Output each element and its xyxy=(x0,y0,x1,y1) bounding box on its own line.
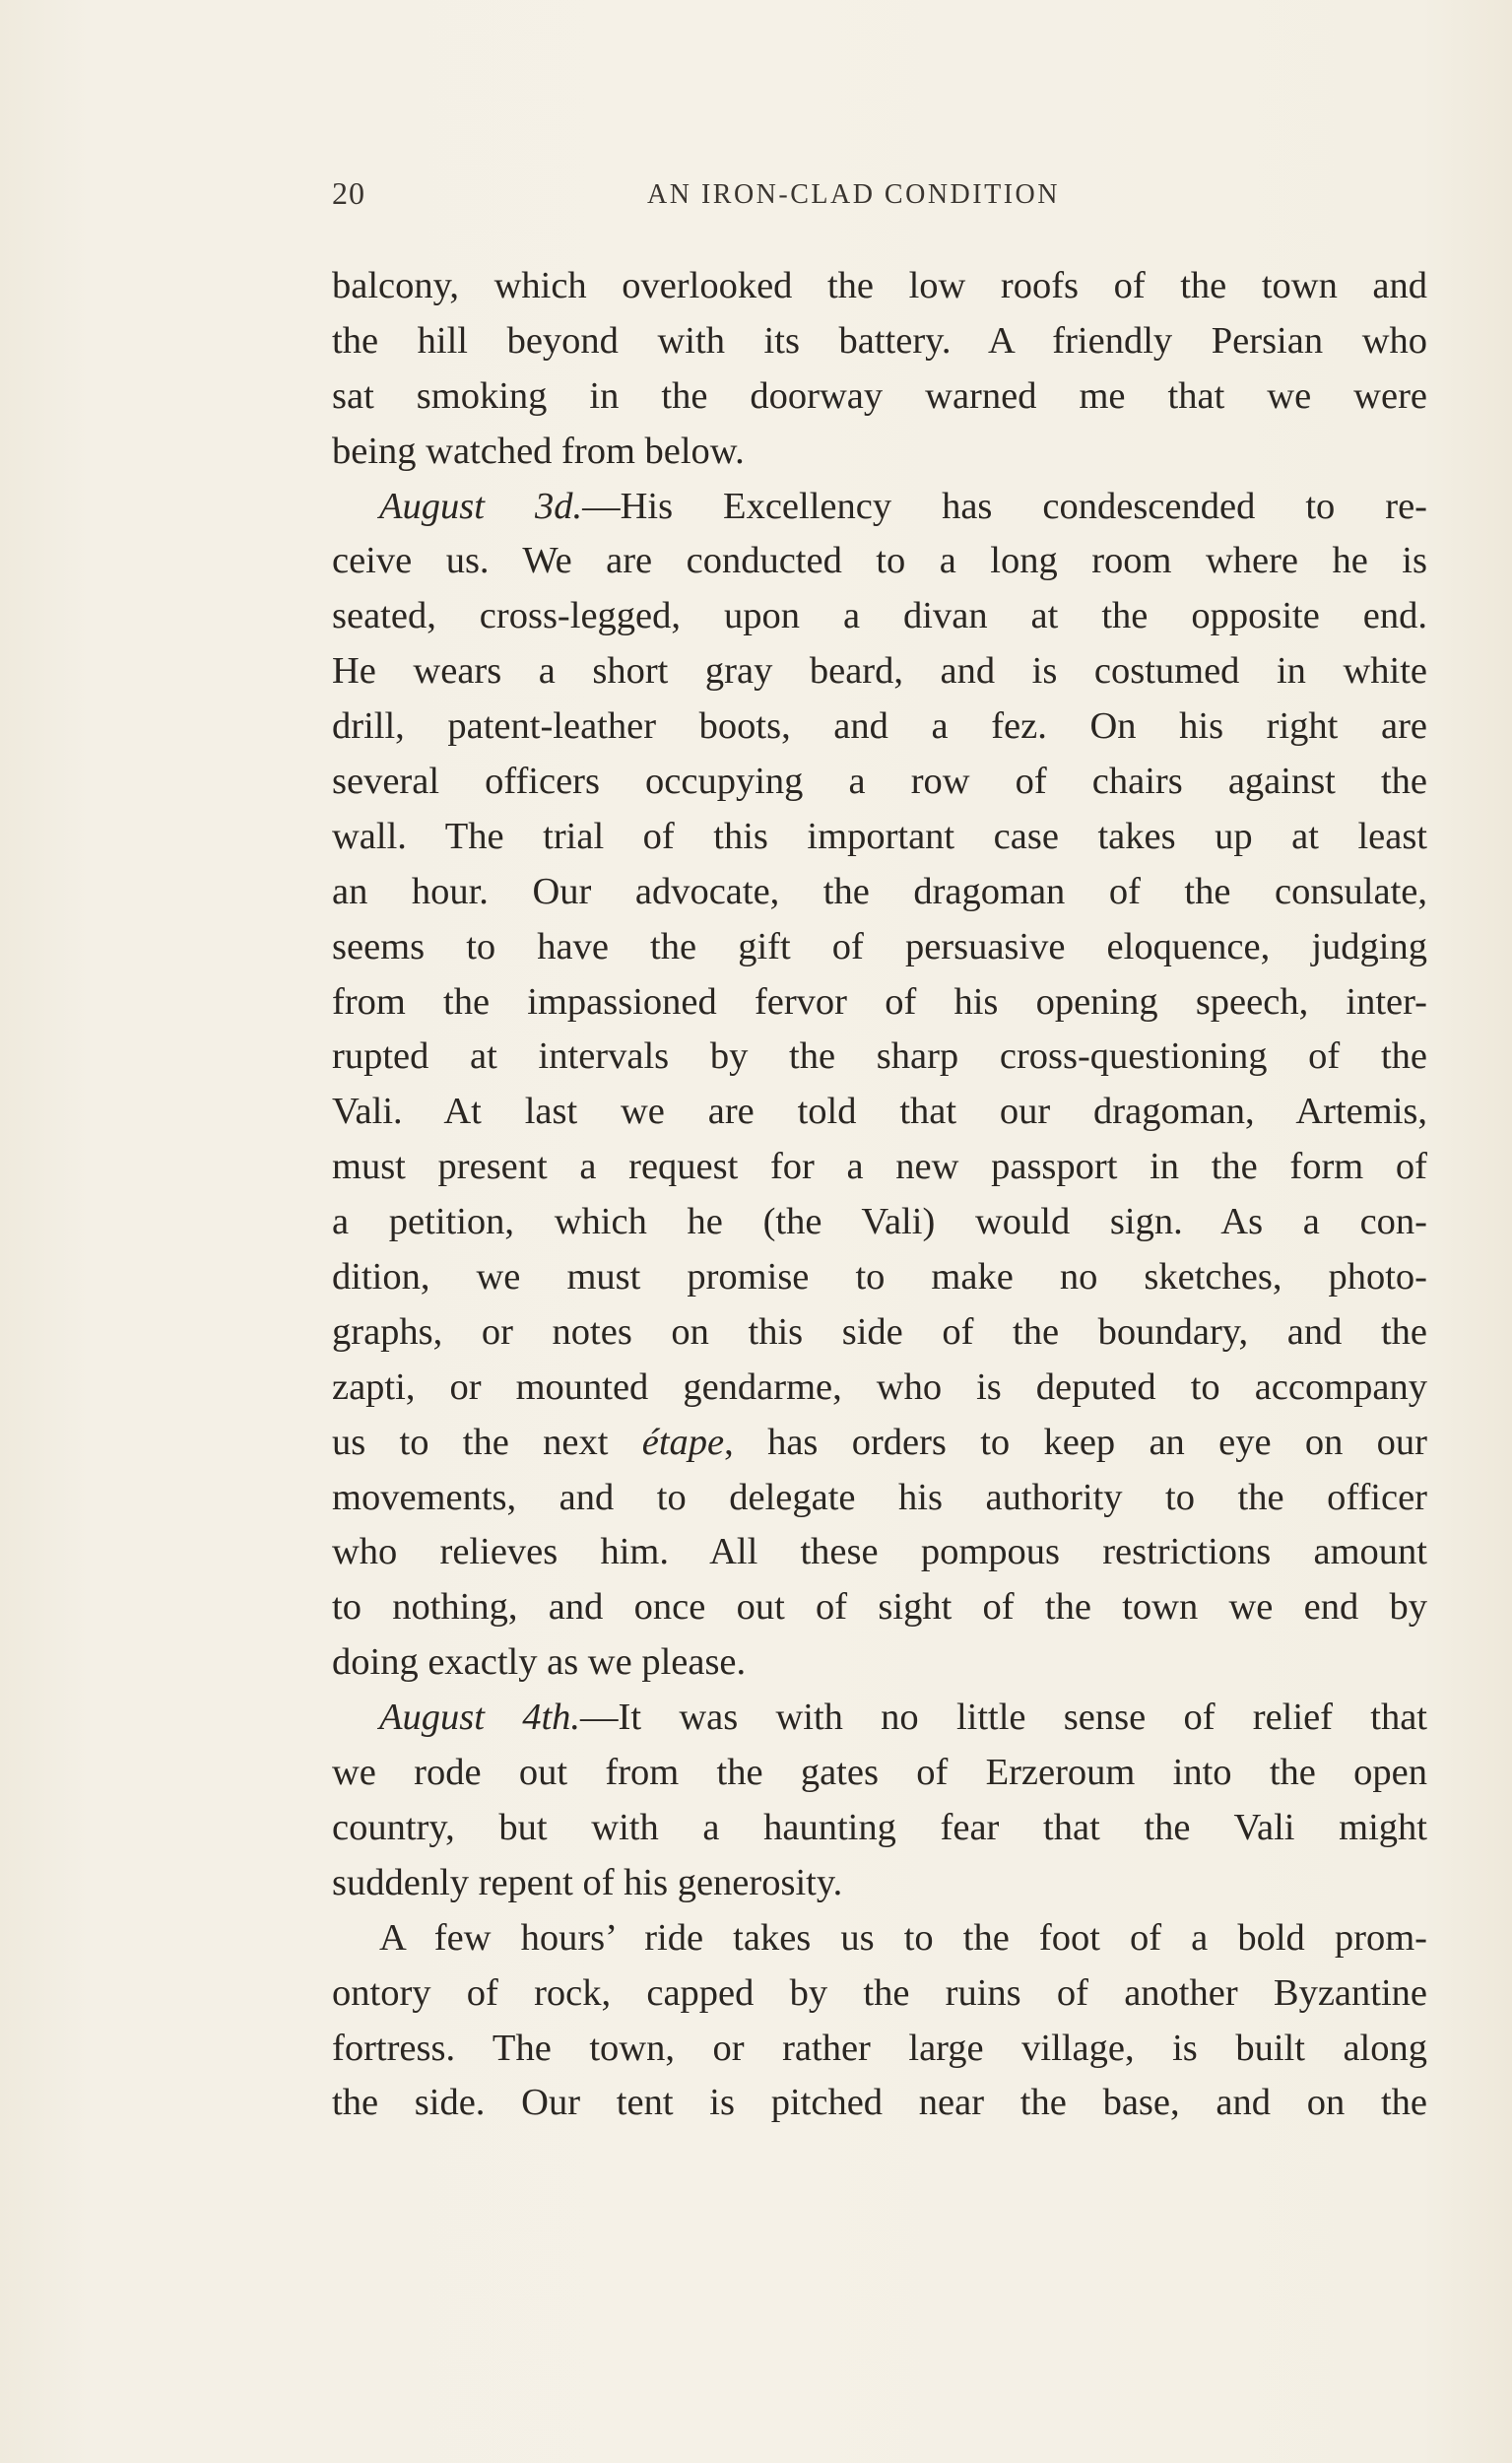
text-segment: , has orders to keep an eye on our xyxy=(724,1421,1427,1463)
text-segment: the side. Our tent is pitched near the base, and on the xyxy=(332,2082,1427,2124)
body-text xyxy=(332,258,1427,2130)
text-line xyxy=(332,1965,1427,2021)
text-line xyxy=(332,1029,1427,1084)
text-line xyxy=(332,1800,1427,1855)
text-line xyxy=(332,1910,1427,1965)
text-segment: doing exactly as we please. xyxy=(332,1641,747,1684)
running-head: AN IRON-CLAD CONDITION xyxy=(647,179,1060,210)
text-segment: dition, we must promise to make no sketches, photo- xyxy=(332,1256,1427,1298)
text-line xyxy=(332,1304,1427,1360)
text-segment: from the impassioned fervor of his opening speech, inter- xyxy=(332,980,1427,1023)
text-segment: movements, and to delegate his authority to the officer xyxy=(332,1476,1427,1518)
text-line xyxy=(332,754,1427,809)
page-header xyxy=(332,175,1427,225)
text-line xyxy=(332,1579,1427,1634)
text-line xyxy=(332,313,1427,368)
text-segment: He wears a short gray beard, and is costumed in white xyxy=(332,650,1427,693)
text-segment: being watched from below. xyxy=(332,430,745,472)
text-line xyxy=(332,1194,1427,1249)
text-segment: suddenly repent of his generosity. xyxy=(332,1861,843,1903)
text-segment: ceive us. We are conducted to a long room where he is xyxy=(332,540,1427,582)
text-segment: country, but with a haunting fear that the Vali might xyxy=(332,1806,1427,1848)
italic-text-segment: August 4th. xyxy=(379,1697,581,1739)
text-segment: ontory of rock, capped by the ruins of another Byzantine xyxy=(332,1971,1427,2014)
text-segment: we rode out from the gates of Erzeroum into the open xyxy=(332,1752,1427,1794)
text-line xyxy=(332,368,1427,424)
text-segment: —It was with no little sense of relief that xyxy=(580,1697,1427,1739)
text-segment: Vali. At last we are told that our dragoman, Artemis, xyxy=(332,1091,1427,1133)
text-segment: wall. The trial of this important case takes up at least xyxy=(332,815,1427,857)
text-line xyxy=(332,1139,1427,1194)
text-line xyxy=(332,974,1427,1030)
text-segment: several officers occupying a row of chairs against the xyxy=(332,761,1427,803)
text-line xyxy=(332,1524,1427,1579)
text-line xyxy=(332,699,1427,754)
text-line xyxy=(332,479,1427,534)
text-segment: balcony, which overlooked the low roofs of the town and xyxy=(332,265,1427,306)
text-line xyxy=(332,2075,1427,2130)
text-segment: zapti, or mounted gendarme, who is deputed to accompany xyxy=(332,1365,1427,1408)
text-line xyxy=(332,424,1427,479)
text-line xyxy=(332,588,1427,643)
text-line xyxy=(332,1690,1427,1745)
text-line xyxy=(332,1745,1427,1800)
text-segment: graphs, or notes on this side of the boundary, and the xyxy=(332,1310,1427,1353)
text-segment: must present a request for a new passport in the form of xyxy=(332,1146,1427,1188)
text-segment: fortress. The town, or rather large village, is built along xyxy=(332,2027,1427,2069)
text-line xyxy=(332,1360,1427,1415)
text-line xyxy=(332,1470,1427,1525)
text-segment: seems to have the gift of persuasive eloquence, judging xyxy=(332,925,1427,967)
text-line xyxy=(332,2021,1427,2076)
text-segment: A few hours’ ride takes us to the foot of a bold prom- xyxy=(379,1916,1427,1959)
text-line xyxy=(332,1855,1427,1910)
text-line xyxy=(332,258,1427,313)
text-segment: drill, patent-leather boots, and a fez. On his right are xyxy=(332,705,1427,748)
text-segment: rupted at intervals by the sharp cross-questioning of the xyxy=(332,1035,1427,1078)
text-segment: an hour. Our advocate, the dragoman of the consulate, xyxy=(332,870,1427,912)
text-line xyxy=(332,643,1427,699)
text-line xyxy=(332,809,1427,864)
text-segment: sat smoking in the doorway warned me that we were xyxy=(332,374,1427,417)
text-segment: who relieves him. All these pompous restrictions amount xyxy=(332,1531,1427,1573)
text-line xyxy=(332,919,1427,974)
text-segment: —His Excellency has condescended to re- xyxy=(582,485,1427,527)
text-segment: a petition, which he (the Vali) would sign. As a con- xyxy=(332,1201,1427,1243)
text-line xyxy=(332,1634,1427,1690)
text-segment: seated, cross-legged, upon a divan at the opposite end. xyxy=(332,595,1427,637)
italic-text-segment: étape xyxy=(641,1421,725,1463)
text-line xyxy=(332,1415,1427,1470)
text-segment: to nothing, and once out of sight of the town we end by xyxy=(332,1586,1427,1629)
text-line xyxy=(332,1249,1427,1304)
text-line xyxy=(332,533,1427,588)
text-segment: us to the next xyxy=(332,1421,642,1463)
page-number: 20 xyxy=(332,175,365,211)
text-line xyxy=(332,864,1427,919)
italic-text-segment: August 3d. xyxy=(379,485,583,527)
text-segment: the hill beyond with its battery. A friendly Persian who xyxy=(332,319,1427,362)
text-line xyxy=(332,1084,1427,1139)
